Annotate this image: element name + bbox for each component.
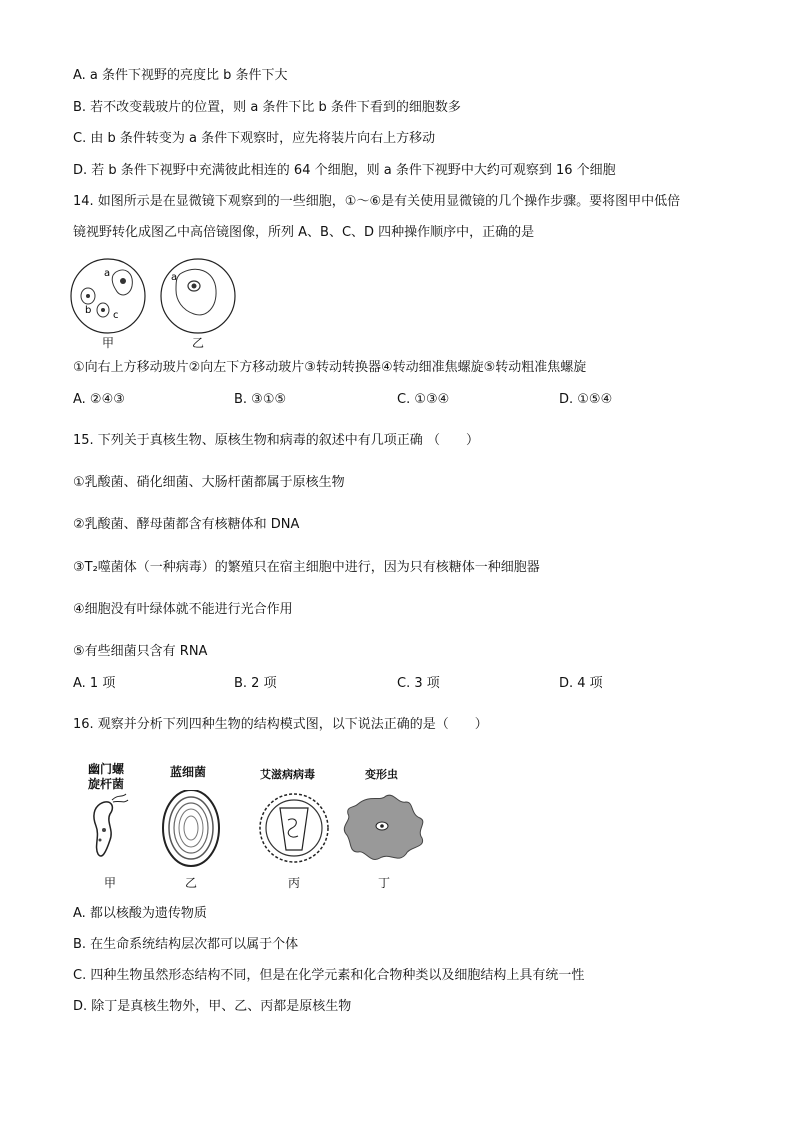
fig-title-helicobacter-2: 旋杆菌 [88,777,125,791]
caption-jia: 甲 [102,336,115,350]
fig-jia-label-c: c [113,310,119,321]
fig-yi-label-a: a [171,272,178,283]
fig-caption-jia: 甲 [104,876,117,890]
q15-option-c: C. 3 项 [397,676,440,691]
q15-item-4: ④细胞没有叶绿体就不能进行光合作用 [73,602,293,617]
q15-option-a: A. 1 项 [73,676,116,691]
q14-option-a: A. ②④③ [73,392,125,407]
fig-title-helicobacter-1: 幽门螺 [88,762,125,776]
q13-option-b: B. 若不改变载玻片的位置，则 a 条件下比 b 条件下看到的细胞数多 [73,100,461,115]
q15-option-d: D. 4 项 [559,676,603,691]
q13-option-d: D. 若 b 条件下视野中充满彼此相连的 64 个细胞，则 a 条件下视野中大约可观察到 16 个细胞 [73,163,616,178]
q15-item-5: ⑤有些细菌只含有 RNA [73,644,208,659]
fig-title-hiv: 艾滋病病毒 [260,768,315,781]
q14-figure [70,256,240,336]
q15-option-b: B. 2 项 [234,676,277,691]
q15-stem: 15. 下列关于真核生物、原核生物和病毒的叙述中有几项正确 （ ） [73,433,479,448]
q16-figure [80,790,450,870]
q16-option-d: D. 除丁是真核生物外，甲、乙、丙都是原核生物 [73,999,352,1014]
q14-option-c: C. ①③④ [397,392,450,407]
fig-title-cyanobacteria: 蓝细菌 [170,765,207,779]
microscope-field-yi [161,259,235,333]
q16-stem: 16. 观察并分析下列四种生物的结构模式图，以下说法正确的是（ ） [73,717,488,732]
fig-caption-bing: 丙 [288,876,301,890]
q16-option-a: A. 都以核酸为遗传物质 [73,906,207,921]
q14-stem-line1: 14. 如图所示是在显微镜下观察到的一些细胞，①～⑥是有关使用显微镜的几个操作步骤。要将图甲中低倍 [73,194,681,209]
q15-item-3: ③T₂噬菌体（一种病毒）的繁殖只在宿主细胞中进行，因为只有核糖体一种细胞器 [73,560,540,575]
q14-stem-line2: 镜视野转化成图乙中高倍镜图像，所列 A、B、C、D 四种操作顺序中，正确的是 [73,225,535,240]
fig-jia-label-b: b [85,305,92,316]
q15-item-1: ①乳酸菌、硝化细菌、大肠杆菌都属于原核生物 [73,475,345,490]
q14-steps: ①向右上方移动玻片②向左下方移动玻片③转动转换器④转动细准焦螺旋⑤转动粗准焦螺旋 [73,360,587,375]
q15-item-2: ②乳酸菌、酵母菌都含有核糖体和 DNA [73,517,300,532]
fig-jia-label-a: a [104,268,111,279]
q14-option-b: B. ③①⑤ [234,392,287,407]
q16-option-c: C. 四种生物虽然形态结构不同，但是在化学元素和化合物种类以及细胞结构上具有统一性 [73,968,585,983]
q13-option-a: A. a 条件下视野的亮度比 b 条件下大 [73,68,288,83]
fig-caption-yi: 乙 [185,876,198,890]
q13-option-c: C. 由 b 条件转变为 a 条件下观察时，应先将装片向右上方移动 [73,131,436,146]
fig-title-amoeba: 变形虫 [365,768,398,781]
caption-yi: 乙 [192,336,205,350]
q16-option-b: B. 在生命系统结构层次都可以属于个体 [73,937,299,952]
fig-caption-ding: 丁 [378,876,391,890]
q14-option-d: D. ①⑤④ [559,392,613,407]
